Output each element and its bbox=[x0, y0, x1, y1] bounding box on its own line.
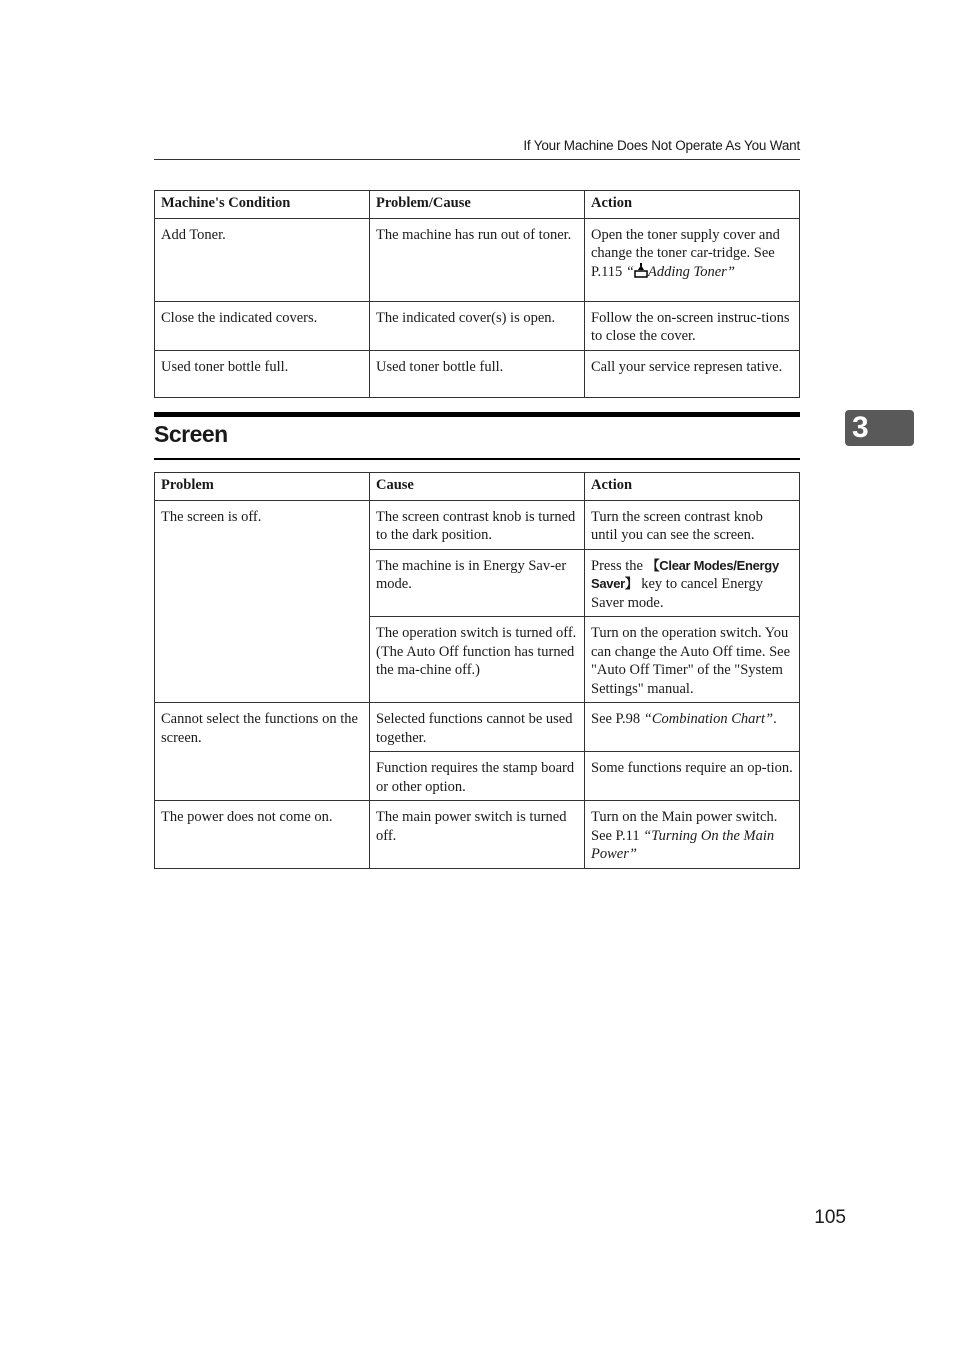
section-rule-top bbox=[154, 412, 800, 417]
action-cell: Turn on the operation switch. You can change the Auto Off time. See "Auto Off Timer" of the "System Settings" manual. bbox=[585, 617, 800, 703]
action-text: See P.98 bbox=[591, 711, 644, 727]
cause-cell: Function requires the stamp board or other option. bbox=[370, 752, 585, 801]
condition-cell: Add Toner. bbox=[155, 218, 370, 301]
section-title: Screen bbox=[154, 421, 228, 447]
action-cell: Follow the on-screen instruc-tions to close the cover. bbox=[585, 301, 800, 350]
column-header: Problem bbox=[155, 473, 370, 501]
cross-reference-link[interactable]: “Turning On the Main Power” bbox=[591, 827, 775, 862]
column-header: Machine's Condition bbox=[155, 191, 370, 219]
cause-cell: The main power switch is turned off. bbox=[370, 801, 585, 869]
action-cell bbox=[585, 218, 800, 301]
table-row bbox=[155, 703, 800, 752]
column-header: Action bbox=[585, 191, 800, 219]
clear-modes-key-label: 【Clear Modes/Energy Saver】 bbox=[591, 557, 779, 591]
action-cell: Call your service represen tative. bbox=[585, 350, 800, 397]
condition-cell: Close the indicated covers. bbox=[155, 301, 370, 350]
cause-cell: The machine has run out of toner. bbox=[370, 218, 585, 301]
problem-cell: Cannot select the functions on the screen. bbox=[155, 703, 370, 801]
cross-reference-link[interactable]: Adding Toner” bbox=[648, 263, 735, 280]
screen-table bbox=[154, 472, 800, 869]
condition-cell: Used toner bottle full. bbox=[155, 350, 370, 397]
problem-cell: The screen is off. bbox=[155, 500, 370, 703]
ref-open-quote: “ bbox=[625, 263, 634, 280]
cause-cell: Selected functions cannot be used together. bbox=[370, 703, 585, 752]
cause-cell: The machine is in Energy Sav-er mode. bbox=[370, 549, 585, 617]
table-row bbox=[155, 301, 800, 350]
action-text: Turn on the Main power switch. See P.11 bbox=[591, 809, 778, 844]
running-header: If Your Machine Does Not Operate As You Want bbox=[523, 138, 800, 153]
chapter-number: 3 bbox=[852, 411, 869, 444]
table-row bbox=[155, 500, 800, 549]
column-header: Problem/Cause bbox=[370, 191, 585, 219]
condition-table bbox=[154, 190, 800, 398]
chapter-tab[interactable] bbox=[845, 410, 914, 446]
section-rule-bottom bbox=[154, 458, 800, 460]
action-text: key to cancel Energy Saver mode. bbox=[591, 576, 763, 611]
header-rule bbox=[154, 159, 800, 160]
cause-cell: The indicated cover(s) is open. bbox=[370, 301, 585, 350]
column-header: Action bbox=[585, 473, 800, 501]
action-cell bbox=[585, 549, 800, 617]
cause-cell: Used toner bottle full. bbox=[370, 350, 585, 397]
cause-cell: The operation switch is turned off. (The Auto Off function has turned the ma-chine off.) bbox=[370, 617, 585, 703]
toner-icon bbox=[634, 263, 648, 278]
table-row bbox=[155, 350, 800, 397]
action-cell bbox=[585, 801, 800, 869]
action-text: Press the bbox=[591, 557, 647, 574]
action-cell: Some functions require an op-tion. bbox=[585, 752, 800, 801]
action-cell: Turn the screen contrast knob until you can see the screen. bbox=[585, 500, 800, 549]
action-cell bbox=[585, 703, 800, 752]
table-header-row bbox=[155, 473, 800, 501]
column-header: Cause bbox=[370, 473, 585, 501]
cause-cell: The screen contrast knob is turned to the dark position. bbox=[370, 500, 585, 549]
cross-reference-link[interactable]: “Combination Chart” bbox=[643, 711, 774, 727]
table-row bbox=[155, 801, 800, 869]
action-text: Open the toner supply cover and change the toner car-tridge. See P.115 bbox=[591, 226, 780, 280]
action-text: . bbox=[773, 711, 777, 727]
table-row bbox=[155, 218, 800, 301]
table-header-row bbox=[155, 191, 800, 219]
page-number: 105 bbox=[814, 1207, 846, 1228]
problem-cell: The power does not come on. bbox=[155, 801, 370, 869]
